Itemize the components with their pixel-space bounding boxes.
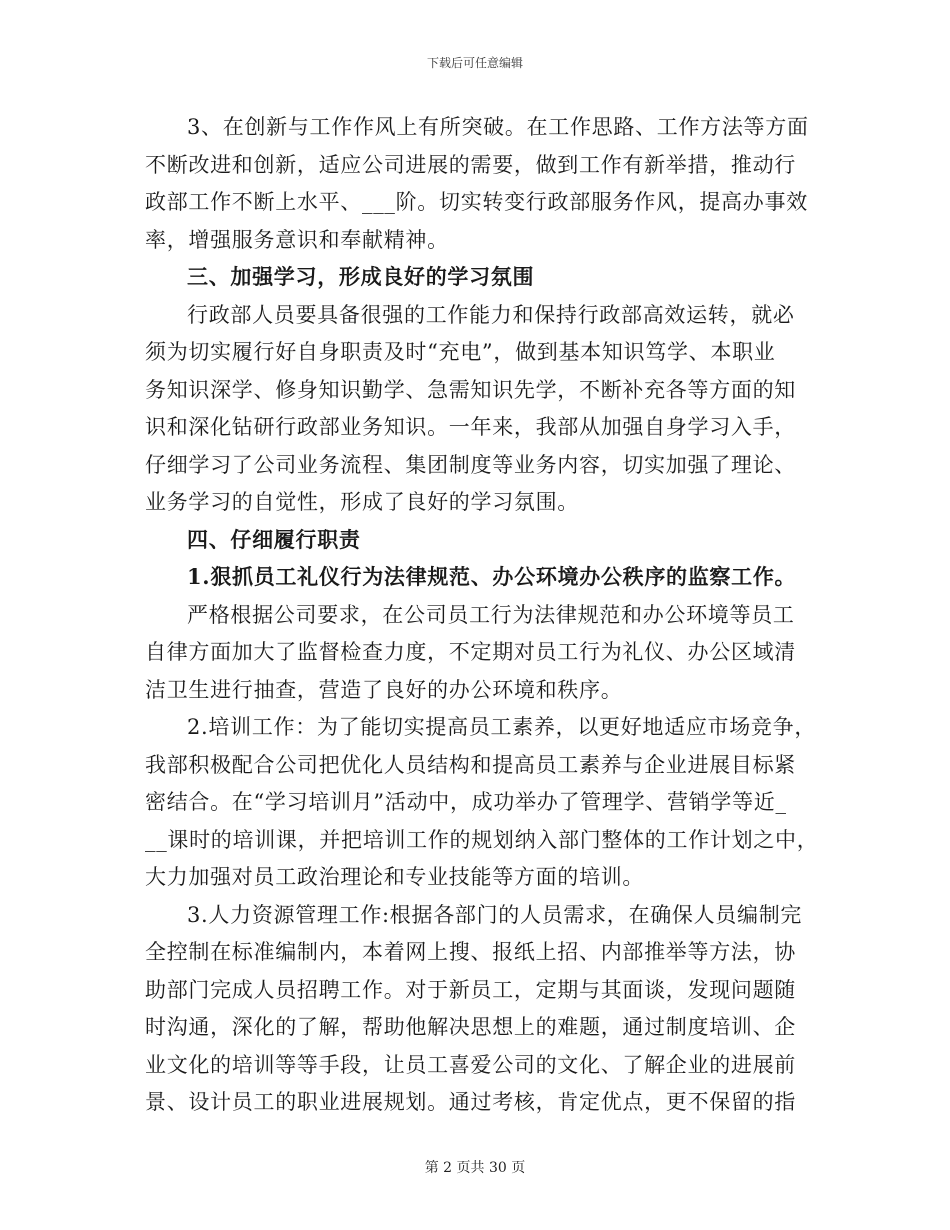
- text-line: 洁卫生进行抽查，营造了良好的办公环境和秩序。: [145, 678, 623, 702]
- text-line: 须为切实履行好自身职责及时“充电”，做到基本知识笃学、本职业: [145, 340, 776, 364]
- text-line: 业文化的培训等等手段，让员工喜爱公司的文化、了解企业的进展前: [145, 1053, 796, 1077]
- text-line: __课时的培训课，并把培训工作的规划纳入部门整体的工作计划之中，: [145, 828, 819, 852]
- text-line: 我部积极配合公司把优化人员结构和提高员工素养与企业进展目标紧: [145, 753, 796, 777]
- text-line: 行政部人员要具备很强的工作能力和保持行政部高效运转，就必: [187, 303, 795, 327]
- text-line: 仔细学习了公司业务流程、集团制度等业务内容，切实加强了理论、: [145, 453, 796, 477]
- text-line: 识和深化钻研行政部业务知识。一年来，我部从加强自身学习入手，: [145, 415, 796, 439]
- text-line: 密结合。在“学习培训月”活动中，成功举办了管理学、营销学等近_: [145, 790, 787, 814]
- page-footer: 第 2 页共 30 页: [424, 1160, 526, 1176]
- page-header: 下载后可任意编辑: [426, 56, 523, 70]
- text-line: 景、设计员工的职业进展规划。通过考核，肯定优点，更不保留的指: [145, 1090, 796, 1114]
- section-heading: 三、加强学习，形成良好的学习氛围: [187, 264, 535, 289]
- text-line: 3.人力资源管理工作:根据各部门的人员需求，在确保人员编制完: [187, 903, 803, 927]
- text-line: 2.培训工作：为了能切实提高员工素养，以更好地适应市场竞争，: [187, 715, 817, 739]
- text-line: 大力加强对员工政治理论和专业技能等方面的培训。: [145, 865, 645, 889]
- text-line: 助部门完成人员招聘工作。对于新员工，定期与其面谈，发现问题随: [145, 978, 796, 1002]
- section-heading: 四、仔细履行职责: [187, 527, 361, 552]
- text-line: 自律方面加大了监督检查力度，不定期对员工行为礼仪、办公区域清: [145, 640, 796, 664]
- text-line: 务知识深学、修身知识勤学、急需知识先学，不断补充各等方面的知: [145, 378, 796, 402]
- text-line: 时沟通，深化的了解，帮助他解决思想上的难题，通过制度培训、企: [145, 1015, 796, 1039]
- text-line: 政部工作不断上水平、___阶。切实转变行政部服务作风，提高办事效: [145, 190, 808, 214]
- text-line: 率，增强服务意识和奉献精神。: [145, 228, 449, 252]
- text-line: 业务学习的自觉性，形成了良好的学习氛围。: [145, 490, 579, 514]
- text-line: 全控制在标准编制内，本着网上搜、报纸上招、内部推举等方法，协: [145, 940, 796, 964]
- subsection-heading: 1.狠抓员工礼仪行为法律规范、办公环境办公秩序的监察工作。: [187, 564, 797, 589]
- text-line: 3、在创新与工作作风上有所突破。在工作思路、工作方法等方面: [187, 115, 809, 139]
- text-line: 严格根据公司要求，在公司员工行为法律规范和办公环境等员工: [187, 603, 795, 627]
- text-line: 不断改进和创新，适应公司进展的需要，做到工作有新举措，推动行: [145, 153, 796, 177]
